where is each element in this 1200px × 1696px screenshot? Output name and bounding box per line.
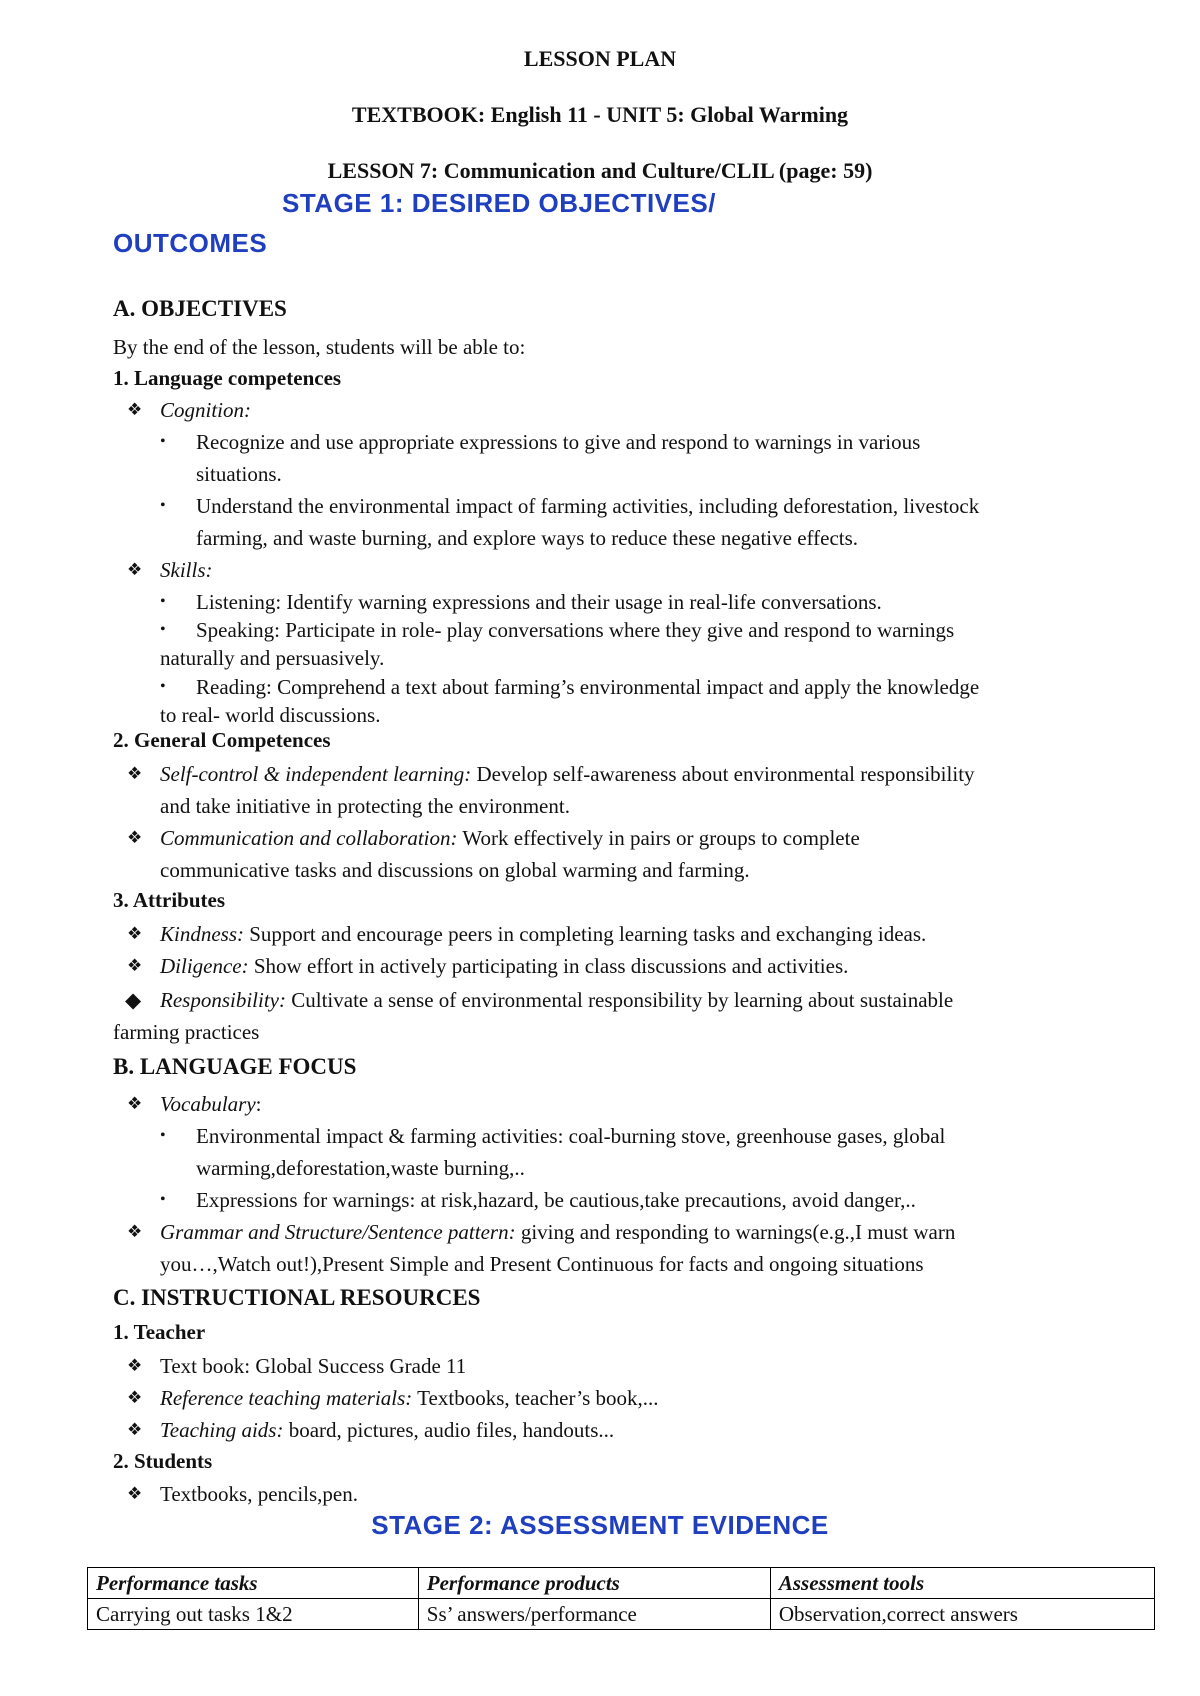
vocab-item-2: Expressions for warnings: at risk,hazard, be cautious,take precautions, avoid danger,.. xyxy=(196,1188,916,1212)
textbook-line: TEXTBOOK: English 11 - UNIT 5: Global Warming xyxy=(351,102,849,127)
self-control-text: Develop self-awareness about environmental responsibility xyxy=(471,762,975,786)
grammar-cont: you…,Watch out!),Present Simple and Present Continuous for facts and ongoing situations xyxy=(160,1252,924,1276)
assessment-table xyxy=(87,1567,1155,1630)
cognition-item-1: Recognize and use appropriate expressions to give and respond to warnings in various xyxy=(196,430,921,454)
bullet-icon: • xyxy=(160,593,166,610)
objectives-heading: A. OBJECTIVES xyxy=(113,296,287,321)
communication-cont: communicative tasks and discussions on global warming and farming. xyxy=(160,858,750,882)
lesson-line: LESSON 7: Communication and Culture/CLIL (page: 59) xyxy=(327,158,873,183)
bullet-icon: • xyxy=(160,621,166,638)
diamond-icon: ❖ xyxy=(127,1094,143,1113)
diamond-icon: ❖ xyxy=(127,956,143,975)
diamond-icon: ❖ xyxy=(127,924,143,943)
skill-reading: Reading: Comprehend a text about farming’s environmental impact and apply the knowledge xyxy=(196,675,980,699)
cell-product: Ss’ answers/performance xyxy=(418,1599,770,1630)
self-control-cont: and take initiative in protecting the environment. xyxy=(160,794,570,818)
vocab-item-1: Environmental impact & farming activities: coal-burning stove, greenhouse gases, global xyxy=(196,1124,946,1148)
assessment-table-header xyxy=(88,1568,1155,1599)
teacher-heading: 1. Teacher xyxy=(113,1320,206,1344)
diamond-icon: ❖ xyxy=(127,1484,143,1503)
grammar-text: giving and responding to warnings(e.g.,I must warn xyxy=(515,1220,956,1244)
general-competences-heading: 2. General Competences xyxy=(113,728,331,752)
students-heading: 2. Students xyxy=(113,1449,213,1473)
skills-label: Skills: xyxy=(160,558,213,582)
kindness-label: Kindness: xyxy=(160,922,244,946)
cell-tool: Observation,correct answers xyxy=(770,1599,1154,1630)
diamond-icon: ❖ xyxy=(127,560,143,579)
diamond-icon: ❖ xyxy=(127,828,143,847)
students-item: Textbooks, pencils,pen. xyxy=(160,1482,358,1506)
vocabulary-label: Vocabulary xyxy=(160,1092,256,1116)
bullet-icon: • xyxy=(160,1127,166,1144)
language-competences-heading: 1. Language competences xyxy=(113,366,342,390)
teacher-item-aids xyxy=(160,1414,614,1446)
communication-item xyxy=(160,822,860,854)
stage2-title: STAGE 2: ASSESSMENT EVIDENCE xyxy=(371,1510,829,1540)
teaching-aids-text: board, pictures, audio files, handouts... xyxy=(283,1418,615,1442)
grammar-label: Grammar and Structure/Sentence pattern: xyxy=(160,1220,516,1244)
diamond-icon: ❖ xyxy=(127,1420,143,1439)
communication-label: Communication and collaboration: xyxy=(160,826,458,850)
language-focus-heading: B. LANGUAGE FOCUS xyxy=(113,1054,357,1079)
solid-diamond-icon: ◆ xyxy=(125,988,142,1012)
self-control-label: Self-control & independent learning: xyxy=(160,762,472,786)
skill-reading-cont: to real- world discussions. xyxy=(160,703,381,727)
cognition-item-2-cont: farming, and waste burning, and explore ways to reduce these negative effects. xyxy=(196,526,859,550)
kindness-item xyxy=(160,918,926,950)
bullet-icon: • xyxy=(160,497,166,514)
responsibility-text: Cultivate a sense of environmental responsibility by learning about sustainable xyxy=(285,988,954,1012)
teacher-item-reference xyxy=(160,1382,659,1414)
stage1-title-line2: OUTCOMES xyxy=(113,228,268,258)
responsibility-item xyxy=(160,984,953,1016)
diligence-text: Show effort in actively participating in class discussions and activities. xyxy=(248,954,849,978)
cell-task: Carrying out tasks 1&2 xyxy=(88,1599,419,1630)
vocabulary-colon: : xyxy=(255,1092,262,1116)
vocab-item-1-cont: warming,deforestation,waste burning,.. xyxy=(196,1156,525,1180)
kindness-text: Support and encourage peers in completing learning tasks and exchanging ideas. xyxy=(244,922,927,946)
bullet-icon: • xyxy=(160,678,166,695)
responsibility-cont: farming practices xyxy=(113,1020,260,1044)
cognition-item-1-cont: situations. xyxy=(196,462,282,486)
diligence-item xyxy=(160,950,848,982)
self-control-item xyxy=(160,758,975,790)
bullet-icon: • xyxy=(160,1191,166,1208)
reference-label: Reference teaching materials: xyxy=(160,1386,413,1410)
communication-text: Work effectively in pairs or groups to complete xyxy=(457,826,860,850)
resources-heading: C. INSTRUCTIONAL RESOURCES xyxy=(113,1285,481,1310)
col-performance-products: Performance products xyxy=(418,1568,770,1599)
diamond-icon: ❖ xyxy=(127,400,143,419)
teaching-aids-label: Teaching aids: xyxy=(160,1418,284,1442)
skill-listening: Listening: Identify warning expressions and their usage in real-life conversations. xyxy=(196,590,882,614)
responsibility-label: Responsibility: xyxy=(160,988,286,1012)
diamond-icon: ❖ xyxy=(127,1388,143,1407)
stage1-title-line1: STAGE 1: DESIRED OBJECTIVES/ xyxy=(282,188,716,218)
diamond-icon: ❖ xyxy=(127,1222,143,1241)
grammar-item xyxy=(160,1216,955,1248)
teacher-item-textbook: Text book: Global Success Grade 11 xyxy=(160,1354,467,1378)
col-assessment-tools: Assessment tools xyxy=(770,1568,1154,1599)
cognition-item-2: Understand the environmental impact of farming activities, including deforestation, livestock xyxy=(196,494,980,518)
col-performance-tasks: Performance tasks xyxy=(88,1568,419,1599)
attributes-heading: 3. Attributes xyxy=(113,888,225,912)
diligence-label: Diligence: xyxy=(160,954,249,978)
cognition-label: Cognition: xyxy=(160,398,252,422)
skill-speaking: Speaking: Participate in role- play conversations where they give and respond to warnings xyxy=(196,618,955,642)
diamond-icon: ❖ xyxy=(127,1356,143,1375)
skill-speaking-cont: naturally and persuasively. xyxy=(160,646,385,670)
vocabulary-item xyxy=(160,1088,262,1120)
bullet-icon: • xyxy=(160,433,166,450)
objectives-intro: By the end of the lesson, students will be able to: xyxy=(113,335,526,359)
reference-text: Textbooks, teacher’s book,... xyxy=(412,1386,659,1410)
diamond-icon: ❖ xyxy=(127,764,143,783)
lesson-plan-title: LESSON PLAN xyxy=(523,46,677,71)
table-row xyxy=(88,1599,1155,1630)
